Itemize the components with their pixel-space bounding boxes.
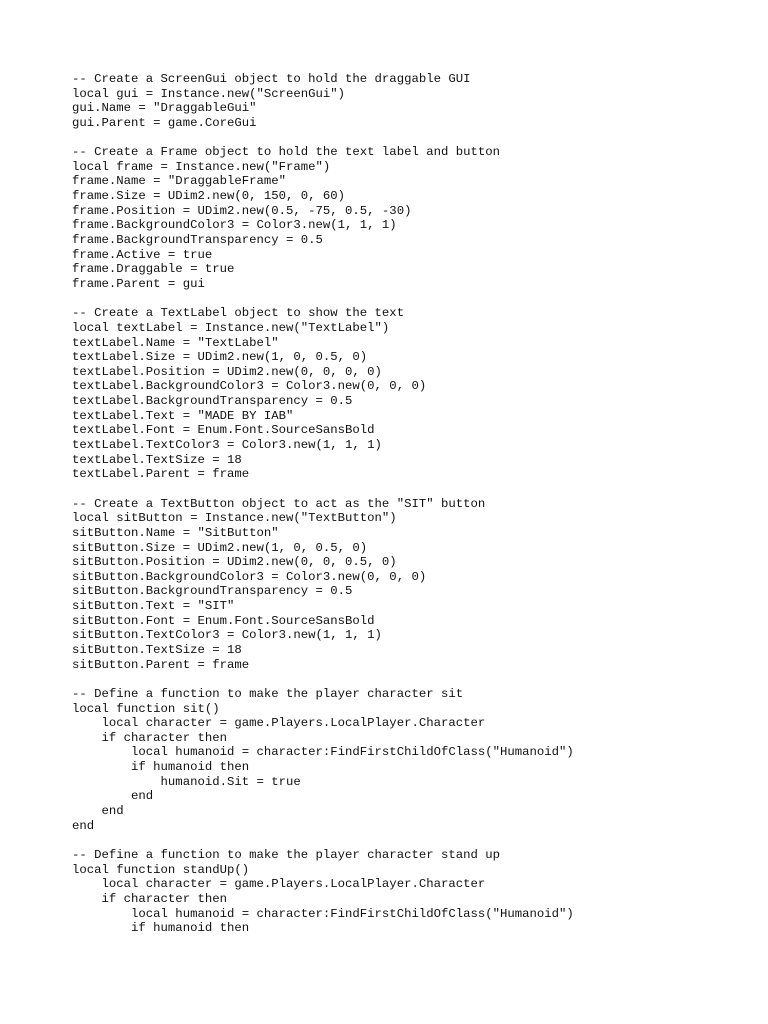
code-line: -- Define a function to make the player character stand up	[72, 847, 501, 862]
code-line: textLabel.Text = "MADE BY IAB"	[72, 408, 294, 423]
code-line: frame.BackgroundTransparency = 0.5	[72, 233, 323, 248]
code-line: sitButton.Name = "SitButton"	[72, 525, 279, 540]
code-line: frame.BackgroundColor3 = Color3.new(1, 1, 1)	[72, 218, 397, 233]
code-line: sitButton.TextSize = 18	[72, 642, 242, 657]
code-line: local function sit()	[72, 701, 220, 716]
code-line: -- Define a function to make the player character sit	[72, 686, 464, 701]
code-line: if character then	[72, 730, 227, 745]
code-line: humanoid.Sit = true	[72, 774, 301, 789]
code-line: sitButton.Position = UDim2.new(0, 0, 0.5, 0)	[72, 555, 397, 570]
code-line: sitButton.Text = "SIT"	[72, 599, 235, 614]
code-line	[72, 131, 574, 146]
code-line: sitButton.Size = UDim2.new(1, 0, 0.5, 0)	[72, 540, 368, 555]
code-line: local function standUp()	[72, 862, 250, 877]
code-line: sitButton.BackgroundColor3 = Color3.new(0, 0, 0)	[72, 569, 427, 584]
code-line: textLabel.Name = "TextLabel"	[72, 335, 279, 350]
code-line: textLabel.Font = Enum.Font.SourceSansBold	[72, 423, 375, 438]
code-line: sitButton.BackgroundTransparency = 0.5	[72, 584, 353, 599]
code-line: local gui = Instance.new("ScreenGui")	[72, 86, 346, 101]
code-line: if character then	[72, 891, 227, 906]
code-line: frame.Size = UDim2.new(0, 150, 0, 60)	[72, 189, 346, 204]
code-line: textLabel.Position = UDim2.new(0, 0, 0, 0)	[72, 364, 382, 379]
code-line	[72, 482, 574, 497]
code-line: -- Create a TextLabel object to show the text	[72, 306, 405, 321]
code-line: end	[72, 789, 154, 804]
code-line: if humanoid then	[72, 921, 250, 936]
code-line: local frame = Instance.new("Frame")	[72, 159, 331, 174]
code-line: local character = game.Players.LocalPlayer.Character	[72, 716, 486, 731]
code-line: gui.Name = "DraggableGui"	[72, 101, 257, 116]
code-line: frame.Position = UDim2.new(0.5, -75, 0.5, -30)	[72, 203, 412, 218]
code-line: frame.Draggable = true	[72, 262, 235, 277]
code-line: textLabel.BackgroundColor3 = Color3.new(0, 0, 0)	[72, 379, 427, 394]
code-line: sitButton.Font = Enum.Font.SourceSansBold	[72, 613, 375, 628]
code-line: -- Create a TextButton object to act as the "SIT" button	[72, 496, 486, 511]
code-line: -- Create a ScreenGui object to hold the draggable GUI	[72, 72, 471, 86]
code-line: textLabel.TextColor3 = Color3.new(1, 1, 1)	[72, 438, 382, 453]
code-line	[72, 292, 574, 307]
code-line: textLabel.Parent = frame	[72, 467, 250, 482]
code-line: local sitButton = Instance.new("TextButton")	[72, 511, 397, 526]
code-line: local character = game.Players.LocalPlayer.Character	[72, 877, 486, 892]
code-line: textLabel.Size = UDim2.new(1, 0, 0.5, 0)	[72, 350, 368, 365]
code-line: sitButton.TextColor3 = Color3.new(1, 1, 1)	[72, 628, 382, 643]
code-line: end	[72, 804, 124, 819]
code-line: if humanoid then	[72, 760, 250, 775]
code-line: textLabel.BackgroundTransparency = 0.5	[72, 394, 353, 409]
code-line: frame.Active = true	[72, 247, 213, 262]
code-line: local humanoid = character:FindFirstChildOfClass("Humanoid")	[72, 906, 574, 921]
code-line	[72, 833, 574, 848]
code-line: -- Create a Frame object to hold the text label and button	[72, 145, 501, 160]
code-line	[72, 672, 574, 687]
code-line: end	[72, 818, 95, 833]
code-line: local textLabel = Instance.new("TextLabel")	[72, 320, 390, 335]
code-block	[72, 72, 574, 936]
code-line: textLabel.TextSize = 18	[72, 452, 242, 467]
code-line: local humanoid = character:FindFirstChildOfClass("Humanoid")	[72, 745, 574, 760]
code-line: frame.Name = "DraggableFrame"	[72, 174, 287, 189]
code-line: frame.Parent = gui	[72, 276, 205, 291]
code-line: sitButton.Parent = frame	[72, 657, 250, 672]
code-line: gui.Parent = game.CoreGui	[72, 115, 257, 130]
